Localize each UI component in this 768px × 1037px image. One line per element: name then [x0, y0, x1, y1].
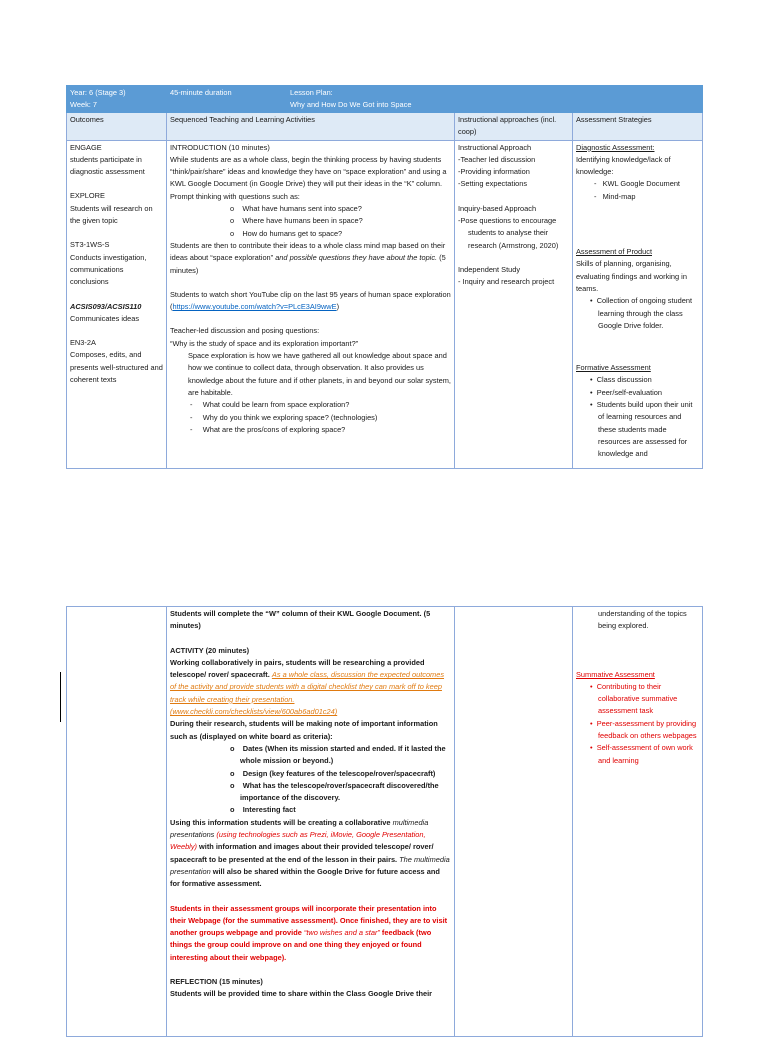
en-text: Composes, edits, and presents well-structured and coherent texts — [70, 350, 163, 385]
summative-text-2: feedback (two things the group could improve on and one thing they enjoyed or found interesting about their webpage). — [170, 928, 432, 962]
engage-text: students participate in diagnostic assessment — [70, 154, 145, 177]
intro-title: INTRODUCTION (10 minutes) — [170, 142, 270, 152]
video-text: Students to watch short YouTube clip on the last 95 years of human space exploration ( — [170, 289, 451, 312]
video-paragraph — [170, 289, 451, 314]
en-code: EN3-2A — [70, 338, 96, 348]
intro-question: o Where have humans been in space? — [230, 216, 363, 226]
content-row-continued — [67, 607, 703, 1037]
activities-cell — [167, 140, 455, 468]
assessment-cell — [573, 140, 703, 468]
duration-label: 45-minute duration — [170, 88, 232, 97]
diag-item-text: KWL Google Document — [602, 179, 680, 189]
intro-question-text: How do humans get to space? — [242, 228, 343, 238]
research-item-text: Design (key features of the telescope/rover/spacecraft) — [242, 768, 436, 778]
summative-item: • Contributing to their collaborative summative assessment task — [590, 681, 678, 716]
intro-paragraph: While students are as a whole class, begin the thinking process by having students “think/pair/share” ideas and knowledge they have on “space exploration” and using a KWL Google Document (in Google Drive) they will put their ideas in the “K” column. — [170, 154, 447, 189]
summative-item-text: Contributing to their collaborative summative assessment task — [596, 681, 678, 716]
research-item-text: Dates (When its mission started and ended. If it lasted the whole mission or beyond.) — [240, 743, 446, 766]
diag-text: Identifying knowledge/lack of knowledge: — [576, 154, 671, 177]
teacher-list-item: - What are the pros/cons of exploring space? — [190, 424, 346, 434]
approaches-cell — [455, 140, 573, 468]
diag-item: - Mind-map — [594, 191, 636, 201]
intro-question-text: Where have humans been in space? — [242, 216, 363, 226]
inquiry-title: Inquiry-based Approach — [458, 203, 537, 213]
assessment-cell-continued — [573, 607, 703, 1037]
lesson-title: Why and How Do We Got into Space — [290, 100, 412, 109]
lesson-info-cell — [167, 86, 703, 113]
year-week-cell — [67, 86, 167, 113]
activity-text: Working collaboratively in pairs, students will be researching a provided telescope/ rover/ spacecraft. — [170, 657, 425, 680]
product-item-text: Collection of ongoing student learning through the class Google Drive folder. — [596, 296, 693, 330]
lesson-plan-table-page-1 — [66, 85, 703, 469]
mind-map-time: (5 minutes) — [170, 253, 446, 275]
video-close: ) — [336, 302, 340, 312]
research-item-text: Interesting fact — [242, 805, 296, 815]
activity-title: ACTIVITY (20 minutes) — [170, 645, 250, 655]
research-item-text: What has the telescope/rover/spacecraft discovered/the importance of the discovery. — [240, 780, 439, 803]
youtube-link[interactable]: https://www.youtube.com/watch?v=PLcE3AI9wwE — [172, 302, 337, 312]
teacher-question: “Why is the study of space and its exploration important?” — [170, 338, 359, 348]
assessment-continued-text: understanding of the topics being explored. — [598, 609, 687, 631]
st-text: Conducts investigation, communications conclusions — [70, 252, 147, 287]
col-outcomes: Outcomes — [67, 113, 167, 141]
multimedia-text-3: will also be shared within the Google Drive for future access and for formative assessment. — [170, 866, 440, 889]
year-label: Year: 6 (Stage 3) — [70, 88, 126, 97]
explore-text: Students will research on the given topic — [70, 203, 153, 226]
teacher-list-text: What are the pros/cons of exploring space? — [202, 424, 346, 434]
multimedia-italic: multimedia presentations — [170, 817, 429, 840]
content-row — [67, 140, 703, 468]
formative-item-text: Students build upon their unit of learning resources and these students made resources are assessed for knowledge and — [596, 400, 693, 459]
diag-title: Diagnostic Assessment: — [576, 142, 655, 152]
teacher-title: Teacher-led discussion and posing questions: — [170, 326, 320, 336]
kwl-w-text: Students will complete the “W” column of their KWL Google Document. (5 minutes) — [170, 609, 431, 631]
activity-paragraph — [170, 657, 451, 718]
engage-title: ENGAGE — [70, 142, 102, 152]
formative-item: • Class discussion — [590, 375, 652, 385]
formative-title: Formative Assessment — [576, 363, 651, 373]
research-paragraph: During their research, students will be making note of important information such as (displayed on white board as criteria): — [170, 719, 438, 741]
research-item: o Design (key features of the telescope/rover/spacecraft) — [230, 768, 436, 778]
instr-item: -Teacher led discussion — [458, 154, 536, 164]
st-code: ST3-1WS-S — [70, 240, 110, 250]
mind-map-paragraph — [170, 240, 451, 277]
activities-cell-continued — [167, 607, 455, 1037]
col-assessment: Assessment Strategies — [573, 113, 703, 141]
research-item: o What has the telescope/rover/spacecraft discovered/the importance of the discovery. — [230, 780, 439, 803]
mind-map-text: Students are then to contribute their ideas to a whole class mind map based on their ideas about “space exploration” — [170, 240, 446, 263]
formative-item: • Peer/self-evaluation — [590, 387, 663, 397]
summative-item-text: Self-assessment of own work and learning — [596, 743, 693, 765]
formative-item: • Students build upon their unit of learning resources and these students made resources are assessed for knowledge and — [590, 400, 693, 459]
inquiry-text: -Pose questions to encourage students to analyse their research (Armstrong, 2020) — [458, 216, 559, 250]
indep-text: - Inquiry and research project — [458, 277, 555, 287]
summative-item: • Peer-assessment by providing feedback on others webpages — [590, 718, 697, 741]
research-item: o Dates (When its mission started and ended. If it lasted the whole mission or beyond.) — [230, 743, 446, 766]
teacher-list-item: - Why do you think we exploring space? (technologies) — [190, 412, 378, 422]
instr-title: Instructional Approach — [458, 142, 532, 152]
checklist-text: As a whole class, discussion the expected outcomes of the activity and provide students with a digital checklist they can mark off to keep track while creating their presentation. (www.checkli.com/checklists/view/600ab6ad01c24) — [170, 670, 445, 717]
outcomes-cell-continued — [67, 607, 167, 1037]
teacher-list-item: - What could be learn from space exploration? — [190, 400, 350, 410]
summative-item-text: Peer-assessment by providing feedback on others webpages — [596, 718, 697, 741]
week-label: Week: 7 — [70, 100, 97, 109]
summative-title: Summative Assessment — [576, 669, 655, 679]
two-wishes-text: “two wishes and a star” — [303, 928, 380, 938]
product-title: Assessment of Product — [576, 247, 652, 257]
prompt-text: Prompt thinking with questions such as: — [170, 191, 300, 201]
summative-paragraph — [170, 903, 451, 964]
teacher-list-text: Why do you think we exploring space? (technologies) — [202, 412, 378, 422]
teacher-list-text: What could be learn from space exploration? — [202, 400, 350, 410]
instr-item: -Providing information — [458, 167, 530, 177]
multimedia-italic-2: The multimedia presentation — [170, 854, 450, 876]
multimedia-paragraph — [170, 817, 451, 891]
multimedia-technologies: (using technologies such as Prezi, iMovie, Google Presentation, Weebly) — [170, 830, 426, 852]
reflection-text: Students will be provided time to share within the Class Google Drive their — [170, 989, 433, 999]
diag-item-text: Mind-map — [602, 191, 636, 201]
ac-code: ACSIS093/ACSIS110 — [70, 301, 142, 311]
col-activities: Sequenced Teaching and Learning Activities — [167, 113, 455, 141]
research-item: o Interesting fact — [230, 805, 296, 815]
ac-text: Communicates ideas — [70, 313, 140, 323]
text-cursor — [60, 672, 61, 722]
header-row — [67, 86, 703, 113]
intro-question: o What have humans sent into space? — [230, 204, 362, 214]
intro-question: o How do humans get to space? — [230, 228, 343, 238]
lesson-plan-label: Lesson Plan: — [290, 88, 333, 97]
reflection-title: REFLECTION (15 minutes) — [170, 977, 263, 987]
teacher-paragraph: Space exploration is how we have gathered all out knowledge about space and how we continue to collect data, through observation. It also provides us knowledge about the future and if other planets, in and beyond our solar system, are habitable. — [188, 351, 451, 397]
indep-title: Independent Study — [458, 264, 521, 274]
diag-item: - KWL Google Document — [594, 179, 680, 189]
intro-question-text: What have humans sent into space? — [242, 204, 362, 214]
formative-item-text: Peer/self-evaluation — [596, 387, 663, 397]
instr-item: -Setting expectations — [458, 179, 528, 189]
outcomes-cell — [67, 140, 167, 468]
column-header-row — [67, 113, 703, 141]
product-item: • Collection of ongoing student learning through the class Google Drive folder. — [590, 296, 693, 330]
lesson-plan-table-page-2 — [66, 606, 703, 1037]
summative-item: • Self-assessment of own work and learning — [590, 743, 693, 765]
mind-map-italic: and possible questions they have about the topic. — [275, 253, 438, 263]
formative-item-text: Class discussion — [596, 375, 652, 385]
multimedia-text: Using this information students will be creating a collaborative — [170, 817, 393, 827]
summative-text: Students in their assessment groups will incorporate their presentation into their Webpage (for the summative assessment). Once finished, they are to visit another groups webpage and provide — [170, 903, 448, 938]
product-text: Skills of planning, organising, evaluating findings and working in teams. — [576, 259, 687, 293]
approaches-cell-continued — [455, 607, 573, 1037]
explore-title: EXPLORE — [70, 191, 105, 201]
multimedia-text-2: with information and images about their provided telescope/ rover/ spacecraft to be presented at the end of the lesson in their pairs. — [170, 842, 434, 864]
col-approaches: Instructional approaches (incl. coop) — [455, 113, 573, 141]
